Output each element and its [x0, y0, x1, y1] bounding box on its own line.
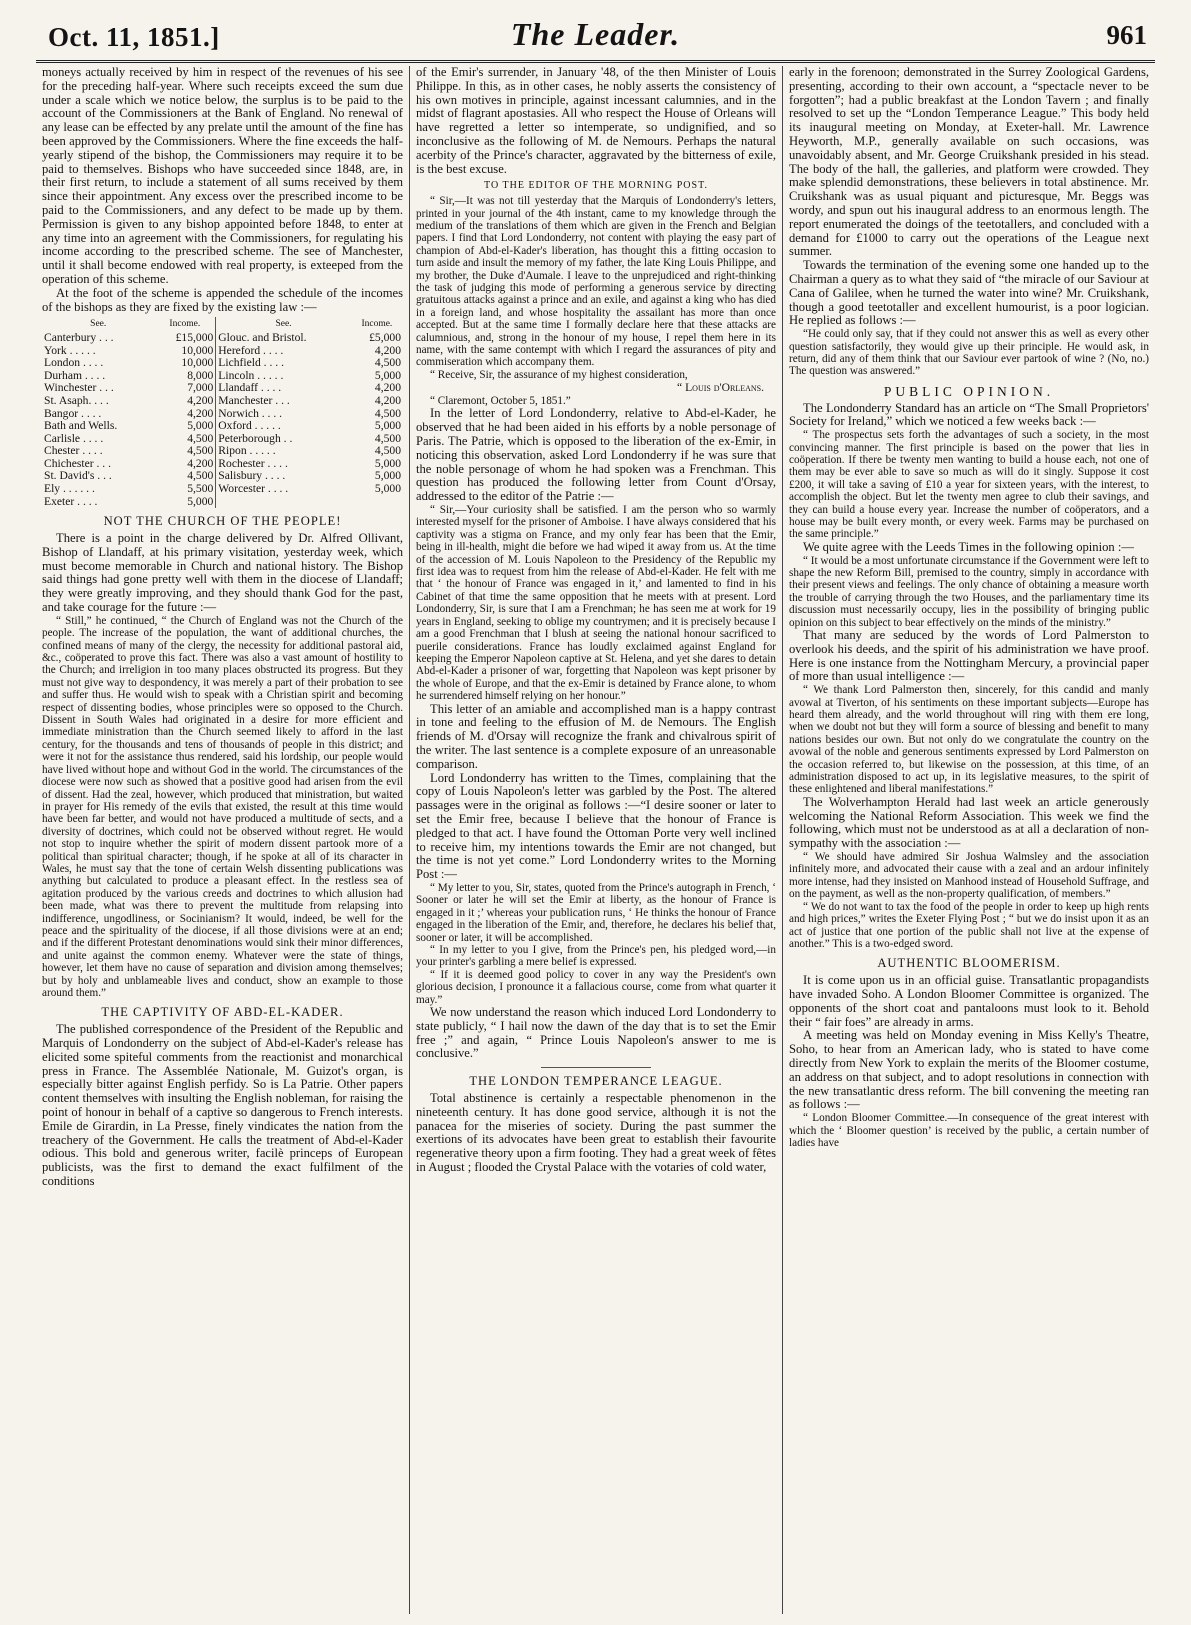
schedule-header-row [42, 317, 403, 332]
schedule-row [42, 395, 403, 408]
paragraph: That many are seduced by the words of Lord Palmerston to overlook his deeds, and the spirit of his administration we have proof. Here is one instance from the Nottingham Mercury, a provincial paper of more than usual intelligence :— [789, 628, 1149, 684]
page-header [36, 14, 1155, 60]
paragraph: The Londonderry Standard has an article on “The Small Proprietors' Society for Ireland,” which we noticed a few weeks back :— [789, 400, 1149, 429]
see-name: Manchester . . . [218, 393, 290, 407]
columns [36, 66, 1156, 1614]
see-name: Canterbury . . . [44, 330, 114, 344]
schedule-row [42, 445, 403, 458]
schedule-row [42, 496, 403, 509]
column-1 [36, 66, 409, 1614]
see-income: 10,000 [154, 345, 215, 358]
quotation: “ Sir,—Your curiosity shall be satisfied. I am the person who so warmly interested myself for the prisoner of Amboise. I have always considered that his captivity was a stigma on France, and my only fear has been that the Emir, being in ill-health, might die before we had wiped it away from us. At the time of the accession of M. Louis Napoleon to the Presidency of the Republic my first idea was to request from him the release of Abd-el-Kader. He felt with me that ‘ the honour of France was engaged in it,’ and lamented to find in his Cabinet of that time the same opposition that he meets with at present. Lord Londonderry, Sir, is sure that I am a Frenchman; he has seen me at work for 19 years in England, seeking to oblige my countrymen; and it is precisely because I am a good Frenchman that I blush at seeing the national honour sacrificed to puerile considerations. France has loudly exclaimed against England for keeping the Emperor Napoleon captive at St. Helena, and yet she dares to detain Abd-el-Kader a prisoner of war, forgetting that Napoleon was kept prisoner by the whole of Europe, and that the ex-Emir is detained by France alone, to whom he surrendered himself relying on her honour.” [416, 504, 776, 703]
see-name: St. Asaph. . . . [44, 393, 109, 407]
quotation: “ We should have admired Sir Joshua Walmsley and the association infinitely more, and advocated their cause with a zeal and an ardour infinitely more intense, had they insisted on Manhood instead of Household Suffrage, and on the payment, as well as the non-property qualification, of members.” [789, 851, 1149, 901]
schedule-header: Income. [154, 317, 215, 332]
see-income: 5,000 [374, 469, 401, 483]
schedule-row [42, 483, 403, 496]
column-2 [409, 66, 782, 1614]
see-income: 5,500 [154, 483, 215, 496]
section-heading: PUBLIC OPINION. [883, 383, 1055, 399]
bishops-income-schedule [42, 317, 403, 508]
quotation: “ We thank Lord Palmerston then, sincerely, for this candid and manly avowal at Tiverton, of his sentiments on these important subjects—Europe has heard them already, and the world throughout will ring with them ere long, when we doubt not but they will form a source of blessing and benefit to many nations besides our own. But not only do we congratulate the country on the avowal of the noble and generous sentiments expressed by Lord Palmerston on the occasion referred to, but likewise on the possession, at this time, of an administration disposed to act up, in its legislative measures, to the spirit of these enlightened and liberal manifestations.” [789, 684, 1149, 796]
section-heading: NOT THE CHURCH OF THE PEOPLE! [103, 514, 342, 529]
see-name: Bangor . . . . [44, 406, 102, 420]
paragraph: moneys actually received by him in respect of the revenues of his see for the preceding half-year. Where such receipts exceed the sum due under a scale which we notice below, the surplus is to be paid to the account of the Commissioners at the Bank of England. No renewal of any lease can be effected by any prelate until the amount of the fine has been approved by the Commissioners. Where the fine exceeds the half-yearly stipend of the bishop, the Commissioners may require it to be paid to themselves. Bishops who have succeeded since 1848, are, in their first return, to include a statement of all sums received by them since their appointment. Any excess over the prescribed income to be paid to the Commissioners, and any defect to be made up by them. Permission is given to any bishop appointed before 1848, to enter at any time into an agreement with the Commissioners, for regulating his income according to the prescribed scheme. The see of Manchester, until it shall become endowed with real property, is exteeped from the operation of this scheme. [42, 66, 403, 286]
quotation: “ Claremont, October 5, 1851.” [430, 395, 571, 408]
see-income: £5,000 [369, 330, 401, 344]
see-income: 5,000 [374, 368, 401, 382]
page-number: 961 [1106, 20, 1147, 50]
quotation: “ Receive, Sir, the assurance of my highest consideration, [430, 368, 688, 381]
see-income: 10,000 [154, 357, 215, 370]
schedule-row [42, 420, 403, 433]
see-name: Ripon . . . . . [218, 444, 276, 458]
see-name: Lincoln . . . . . [218, 368, 284, 382]
paragraph: A meeting was held on Monday evening in Miss Kelly's Theatre, Soho, to hear from an American lady, who is stated to have come directly from New York to explain the merits of the Bloomer costume, an address on that subject, and to adopt resolutions in connection with the new transatlantic dress reform. The bill convening the meeting ran as follows :— [789, 1028, 1149, 1112]
see-name: Winchester . . . [44, 381, 114, 395]
see-name: Chester . . . . [44, 444, 103, 458]
see-name: London . . . . [44, 356, 104, 370]
column-3 [782, 66, 1155, 1614]
see-name: Bath and Wells. [44, 419, 118, 433]
see-income: 4,500 [154, 470, 215, 483]
see-name: Durham . . . . [44, 368, 106, 382]
see-income: 4,500 [374, 444, 401, 458]
paragraph: Towards the termination of the evening some one handed up to the Chairman a query as to what they said of “the miracle of our Saviour at Cana of Galilee, when he turned the water into wine? Mr. Cruikshank, though a good teetotaller and excellent humourist, is a poor logician. He replied as follows :— [789, 258, 1149, 328]
see-name: Llandaff . . . . [218, 381, 282, 395]
see-income: 4,500 [374, 431, 401, 445]
schedule-row [42, 357, 403, 370]
see-income: 4,200 [374, 381, 401, 395]
see-income: 4,200 [154, 395, 215, 408]
quotation: “ The prospectus sets forth the advantages of such a society, in the most convincing manner. The first principle is based on the power that lies in coöperation. If there be twenty men wanting to build a house each, not one of them may be ever able to save so much as will do it singly. Suppose it cost £200, it will take a saving of £10 a year for sixteen years, with the interest, to accomplish the object. But let the twenty men agree to club their savings, and they can build a house every year. Increase the number of coöperators, and a house may be built every month, or every week. Farms may be purchased on the same principle.” [789, 429, 1149, 541]
paragraph: At the foot of the scheme is appended the schedule of the incomes of the bishops as they are fixed by the existing law :— [42, 285, 403, 314]
letter-subheading: TO THE EDITOR OF THE MORNING POST. [484, 180, 708, 192]
see-income [351, 496, 403, 509]
see-name: Ely . . . . . . [44, 482, 95, 496]
paragraph: We quite agree with the Leeds Times in the following opinion :— [803, 539, 1134, 554]
see-income: 4,200 [154, 458, 215, 471]
section-heading: AUTHENTIC BLOOMERISM. [877, 956, 1061, 971]
section-separator [541, 1067, 651, 1068]
paragraph: This letter of an amiable and accomplished man is a happy contrast in tone and feeling to the effusion of M. de Nemours. The English friends of M. d'Orsay will recognize the frank and chivalrous spirit of the writer. The last sentence is a complete exposure of an unreasonable comparison. [416, 701, 776, 771]
see-income: 5,000 [374, 482, 401, 496]
quotation: “ Sir,—It was not till yesterday that the Marquis of Londonderry's letters, printed in your journal of the 4th instant, came to my knowledge through the medium of the translations of them which are given in the French and Belgian papers. I find that Lord Londonderry, not content with playing the easy part of champion of Abd-el-Kader's liberation, has thought this a fitting occasion to turn aside and insult the memory of my father, the late King Louis Philippe, and my brother, the Duke d'Aumale. I leave to the unprejudiced and right-thinking the task of judging this mode of performing a generous service by directing gratuitous attacks against a prince and an exile, and against a king who has died in a foreign land, and whose hospitality the assailant has more than once accepted. But at the same time I formally declare here that these attacks are calumnious, and, strong in the honour of my house, I repel them here in its name, with the same contempt with which I regard the assurances of pity and commiseration which accompany them. [416, 195, 776, 369]
see-name: Hereford . . . . [218, 343, 284, 357]
schedule-header: Income. [361, 319, 393, 330]
see-name: Peterborough . . [218, 431, 293, 445]
schedule-row [42, 332, 403, 345]
see-name: Carlisle . . . . [44, 431, 104, 445]
quotation: “ London Bloomer Committee.—In consequence of the great interest with which the ‘ Bloomer question’ is received by the public, a certain number of ladies have [789, 1112, 1149, 1149]
see-name: Rochester . . . . [218, 456, 288, 470]
see-income: 4,500 [374, 406, 401, 420]
schedule-header: See. [90, 319, 107, 330]
see-name: Worcester . . . . [218, 482, 289, 496]
quotation: “ We do not want to tax the food of the people in order to keep up high rents and high prices,” writes the Exeter Flying Post ; “ but we do insist upon it as an act of justice that one portion of the public shall not live at the expense of another.” This is a two-edged sword. [789, 900, 1149, 950]
see-income: 4,500 [154, 433, 215, 446]
quotation: “ If it is deemed good policy to cover in any way the President's own glorious decision, I pronounce it a fallacious course, come from what quarter it may.” [416, 968, 776, 1006]
see-income: 4,500 [374, 356, 401, 370]
see-income: £15,000 [154, 332, 215, 345]
see-income: 5,000 [154, 496, 215, 509]
paragraph: The published correspondence of the President of the Republic and Marquis of Londonderry on the subject of Abd-el-Kader's release has elicited some spiteful comments from the reactionist and monarchical press in France. The Assemblée Nationale, M. Guizot's organ, is especially bitter against English perfidy. So is La Patrie. Other papers content themselves with insulting the English nobleman, for raising the point of honour in behalf of a captive so dangerous to French interests. Emile de Girardin, in La Presse, finely vindicates the nation from the treachery of the Government. He calls the treatment of Abd-el-Kader odious. This bold and generous writer, facilè princeps of European publicists, was the first to demand the exact fulfilment of the conditions [42, 1022, 403, 1188]
masthead-title: The Leader. [510, 16, 681, 52]
see-name [216, 496, 351, 509]
see-income: 4,200 [374, 393, 401, 407]
quotation: “ Still,” he continued, “ the Church of England was not the Church of the people. The increase of the population, the want of additional churches, the confined means of many of the clergy, the necessity for additional pastoral aid, &c., coöperated to prove this fact. There was also a vast amount of hostility to the Church; and irreligion in too many places obstructed its progress. But they must not give way to despondency, it was merely a part of their probation to see and suffer thus. He would wish to speak with a Christian spirit and becoming respect of dissenting bodies, whose principles were so opposed to the Church. Dissent in South Wales had originated in a desire for more efficient and immediate ministration than the Church seemed likely to afford in the last century, for the thousands and tens of thousands of people in this district; and were it not for the assistance thus rendered, said his lordship, our people would have lived without hope and without God in the world. The circumstances of the diocese were now such as showed that a positive good had arisen from the evil of dissent. Had the zeal, however, which produced that ministration, but waited in prayer for His remedy of the evils that existed, the result at this time would have been far better, and would not have produced a multitude of sects, and a diversity of doctrines, which could not be observed without regret. He would not stop to inquire whether the spirit of modern dissent partook more of a political than spiritual character; though, if he spoke at all of its character in Wales, he must say that the tone of certain Welsh dissenting publications was anything but calculated to produce a pleasant effect. In the restless sea of agitation produced by the various creeds and doctrines to which allusion had been made, what was there to prevent the multitude from relapsing into indifference, ungodliness, or Socinianism? It would, indeed, be well for the peace and the spirituality of the diocese, if all those divisions were at an end; and if the different Protestant denominations would sink their minor differences, and unite against the common enemy. Whatever were the state of things, however, let them have no cause of separation and division among themselves; but by holy and unblameable lives and conduct, show an example to those around them.” [42, 614, 403, 1000]
paragraph: Lord Londonderry has written to the Times, complaining that the copy of Louis Napoleon's letter was garbled by the Post. The altered passages were in the original as follows :—“I desire sooner or later to set the Emir free, because I believe that the honour of France is pledged to that act. I have found the Ottoman Porte very well inclined to receive him, my intentions towards the Emir are not changed, but the time is not yet come.” Lord Londonderry writes to the Morning Post :— [416, 770, 776, 882]
section-heading: THE CAPTIVITY OF ABD-EL-KADER. [101, 1005, 344, 1020]
see-income: 4,200 [374, 343, 401, 357]
see-name: Chichester . . . [44, 456, 111, 470]
paragraph: Total abstinence is certainly a respectable phenomenon in the nineteenth century. It has done good service, although it is not the panacea for the miseries of society. During the past summer the exertions of its advocates have been great to establish their favourite regenerative theory upon a firm footing. They had a great week of fêtes in August ; flooded the Crystal Palace with the votaries of cold water, [416, 1090, 776, 1174]
see-name: Norwich . . . . [218, 406, 283, 420]
see-income: 5,000 [374, 456, 401, 470]
paragraph: The Wolverhampton Herald had last week an article generously welcoming the National Reform Association. This week we find the following, which must not be understood as at all a declaration of non-sympathy with the association :— [789, 794, 1149, 851]
see-name: Oxford . . . . . [218, 419, 281, 433]
see-income: 5,000 [154, 420, 215, 433]
see-name: St. David's . . . [44, 469, 112, 483]
paragraph: early in the forenoon; demonstrated in the Surrey Zoological Gardens, presenting, according to their own account, a “spectacle never to be forgotten”; had a public breakfast at the London Tavern ; and finally resolved to set up the “London Temperance League.” This body held its inaugural meeting on Monday, at Exeter-hall. Mr. Lawrence Heyworth, M.P., generally available on such occasions, was unavoidably absent, and Mr. George Cruikshank presided in his stead. The body of the hall, the galleries, and platform were crowded. They make splendid demonstrations, these believers in total abstinence. Mr. Cruikshank was as usual piquant and picturesque, Mr. Beggs was wordy, and spun out his inaugural address to an enormous length. The report enumerated the doings of the teetotallers, and concluded with a demand for £1000 to carry out the operations of the League next summer. [789, 66, 1149, 259]
letter-signature: “ Louis d'Orleans. [677, 381, 764, 395]
see-income: 4,200 [154, 408, 215, 421]
see-name: Salisbury . . . . [218, 469, 286, 483]
see-name: Exeter . . . . [44, 494, 98, 508]
header-rule [36, 60, 1155, 63]
see-name: Lichfield . . . . [218, 356, 284, 370]
see-income: 8,000 [154, 370, 215, 383]
see-income: 7,000 [154, 382, 215, 395]
see-income: 5,000 [374, 419, 401, 433]
see-income: 4,500 [154, 445, 215, 458]
paragraph: of the Emir's surrender, in January '48, of the then Minister of Louis Philippe. In this, as in other cases, he nobly asserts the consistency of his own motives in principle, against incessant calumnies, and in the midst of flagrant apostasies. All who respect the House of Orleans will have regretted a letter so intemperate, so undignified, and so inconclusive as the following of M. de Nemours. Perhaps the natural acerbity of the Prince's character, aggravated by the bitterness of exile, is the best excuse. [416, 66, 776, 176]
see-name: York . . . . . [44, 343, 96, 357]
quotation: “ My letter to you, Sir, states, quoted from the Prince's autograph in French, ‘ Sooner or later he will set the Emir at liberty, as the honour of France is engaged in it ;’ whereas your publication runs, ‘ He thinks the honour of France engaged in the liberation of the Emir, and, therefore, he declares his belief that, sooner or later, it will be accomplished. [416, 881, 776, 944]
section-heading: THE LONDON TEMPERANCE LEAGUE. [469, 1074, 723, 1089]
paragraph: In the letter of Lord Londonderry, relative to Abd-el-Kader, he observed that he had been aided in his efforts by a noble personage of Paris. The Patrie, which is opposed to the liberation of the ex-Emir, in noticing this observation, asked Lord Londonderry if he was sure that the noble personage of whom he had spoken was a Frenchman. This question has produced the following letter from Count d'Orsay, addressed to the editor of the Patrie :— [416, 406, 776, 504]
see-name: Glouc. and Bristol. [218, 330, 307, 344]
issue-date: Oct. 11, 1851.] [48, 22, 220, 52]
schedule-header: See. [275, 319, 292, 330]
paragraph: It is come upon us in an official guise. Transatlantic propagandists have invaded Soho. A London Bloomer Committee is organized. The opponents of the short coat and pantaloons must look to it. Behold their “ fair foes” are already in arms. [789, 973, 1149, 1029]
paragraph: There is a point in the charge delivered by Dr. Alfred Ollivant, Bishop of Llandaff, at his primary visitation, yesterday week, which must become memorable in Church and national history. The Bishop said things had gone pretty well with them in the diocese of Llandaff; they were greatly improving, and they should thank God for the past, and take courage for the future :— [42, 531, 403, 615]
quotation: “He could only say, that if they could not answer this as well as every other question satisfactorily, they would give up their principle. He would ask, in return, did any of them think that our Saviour ever partook of wine ? (No, no.) The question was answered.” [789, 328, 1149, 378]
quotation: “ It would be a most unfortunate circumstance if the Government were left to shape the new Reform Bill, premised to the country, simply in accordance with their present views and feelings. The only chance of obtaining a measure worth the trouble of carrying through the two Houses, and the parliamentary time its discussion must necessarily occupy, lies in the possibility of bringing public opinion on this subject to bear effectively on the minds of the ministry.” [789, 554, 1149, 629]
quotation: “ In my letter to you I give, from the Prince's pen, his pledged word,—in your printer's garbling a mere belief is expressed. [416, 943, 776, 969]
schedule-body [42, 332, 403, 508]
paragraph: We now understand the reason which induced Lord Londonderry to state publicly, “ I hail now the dawn of the day that is to set the Emir free ;” and again, “ Prince Louis Napoleon's answer to me is conclusive.” [416, 1004, 776, 1061]
